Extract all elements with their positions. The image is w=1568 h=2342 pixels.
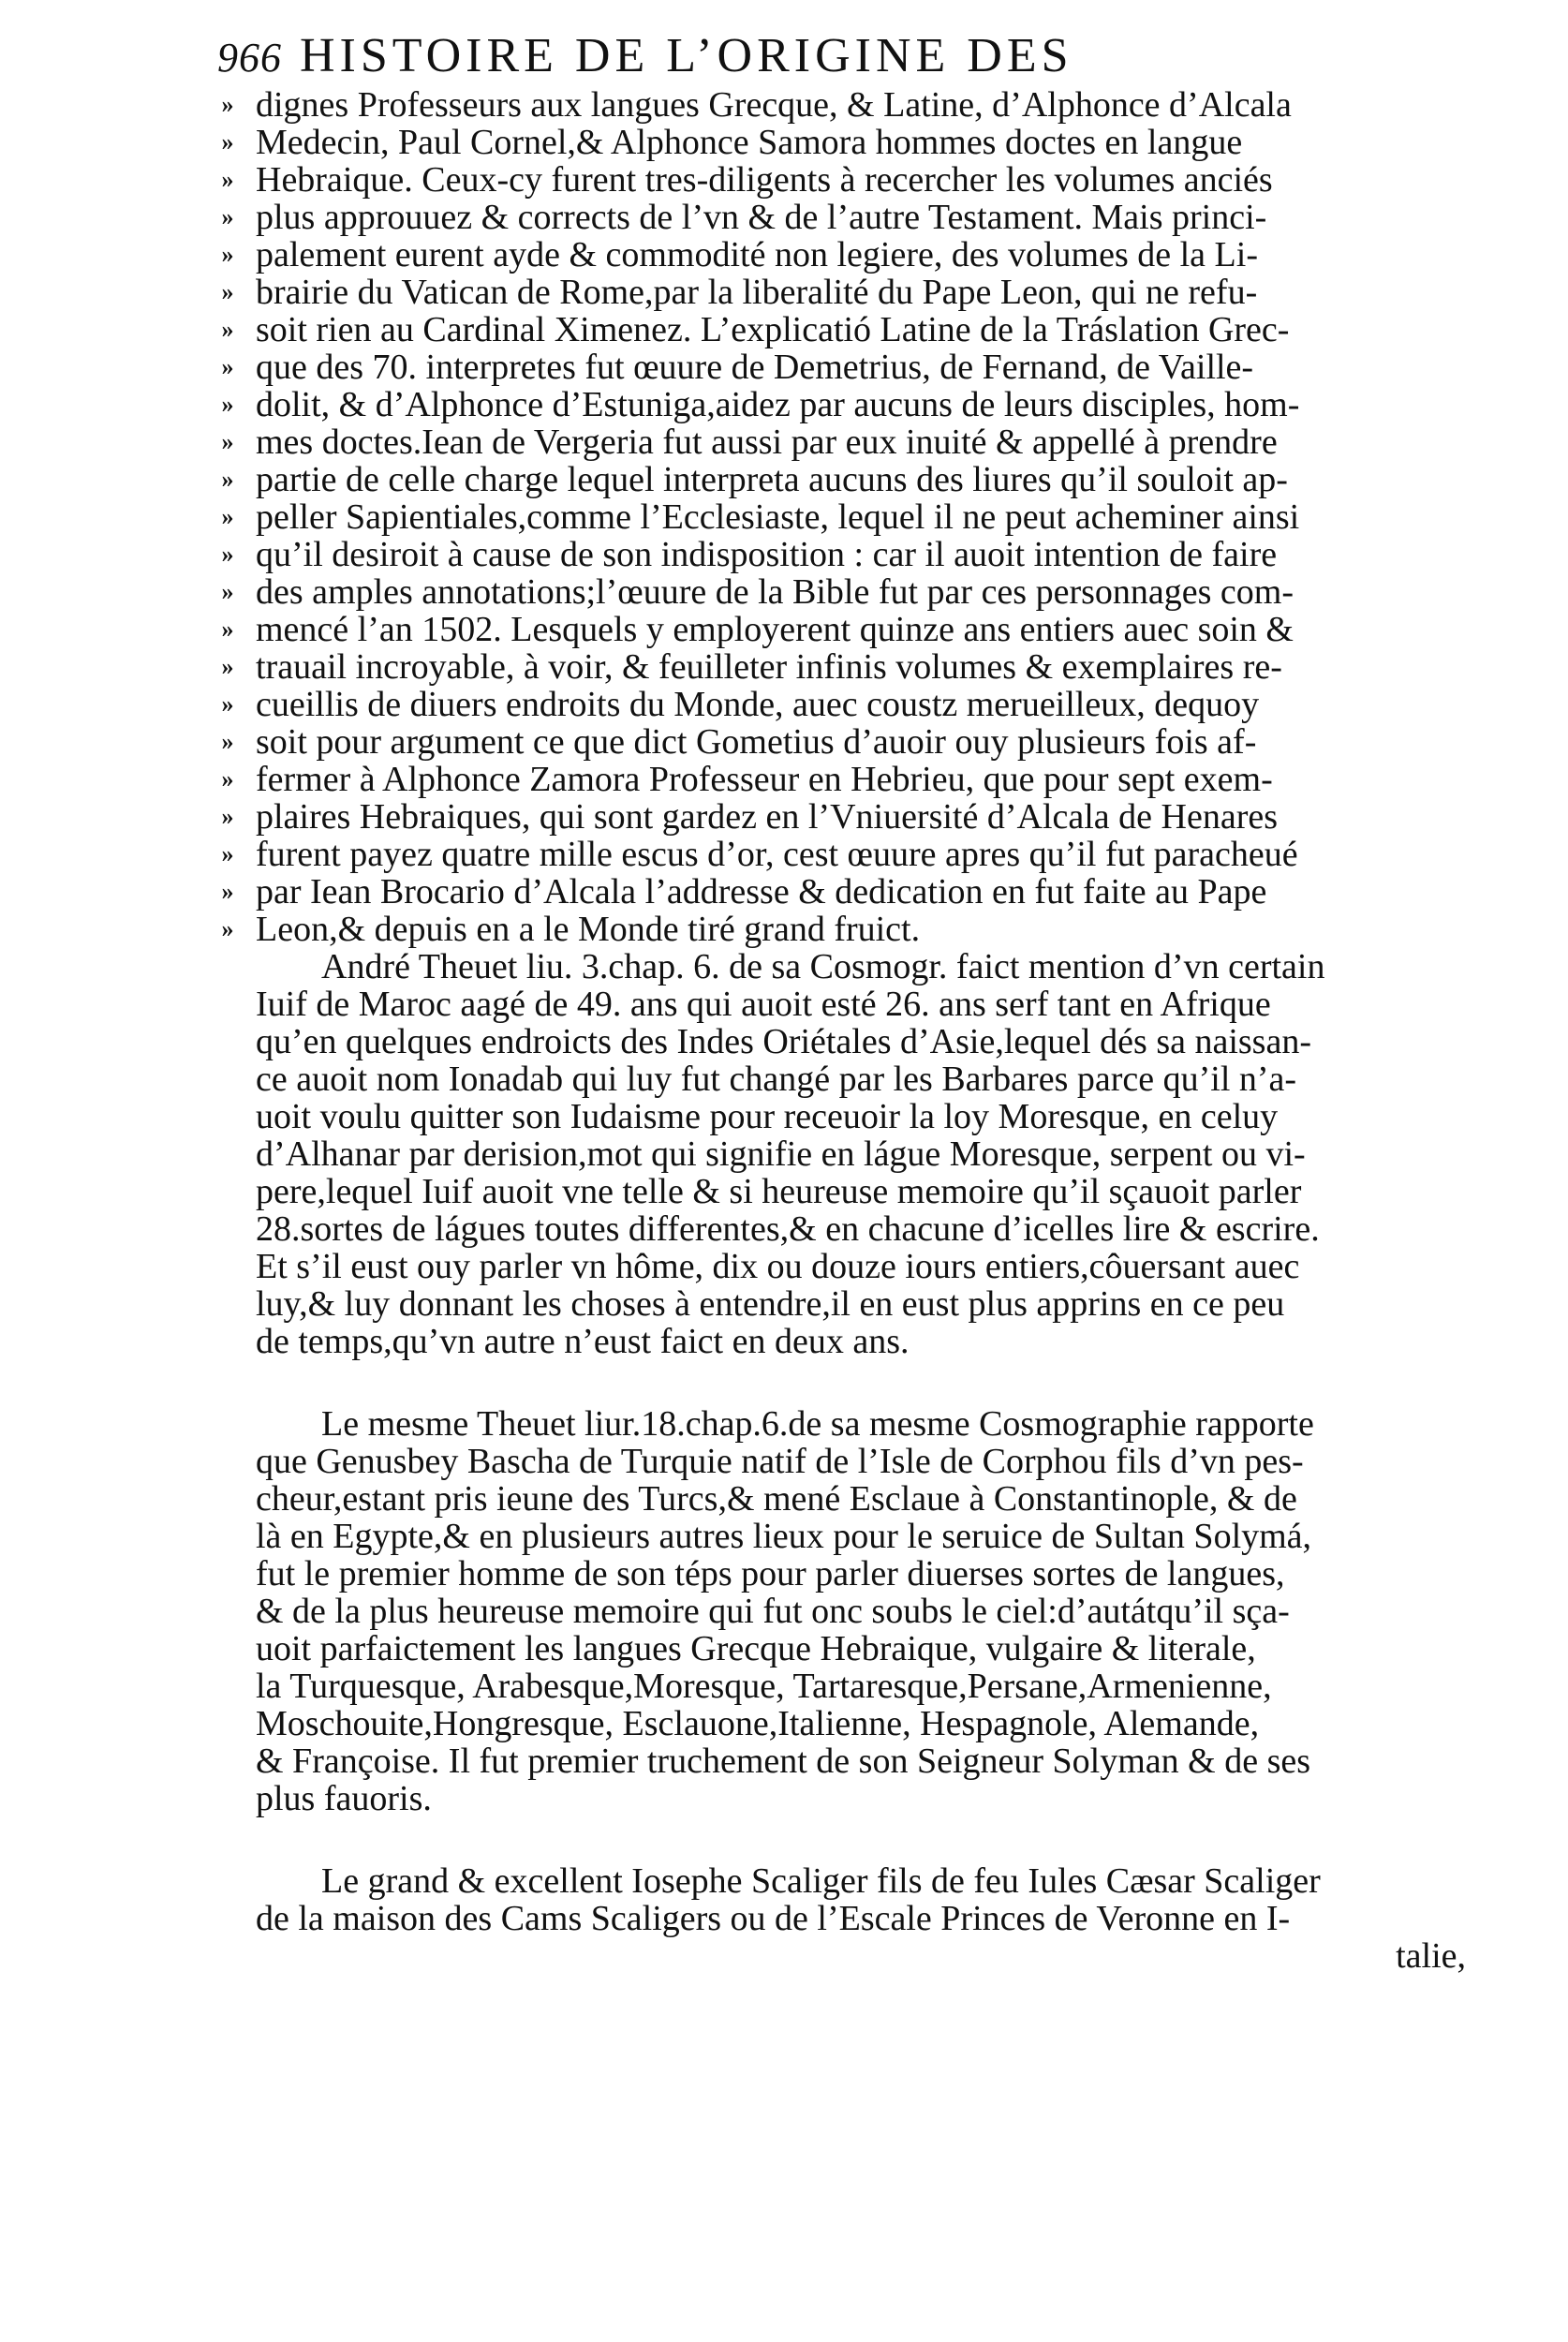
text-line bbox=[211, 236, 1475, 274]
line-text: dolit, & d’Alphonce d’Estuniga,aidez par aucuns de leurs disciples, hom- bbox=[256, 386, 1300, 423]
line-text: Le grand & excellent Iosephe Scaliger fils de feu Iules Cæsar Scaliger bbox=[321, 1862, 1321, 1900]
line-text: & de la plus heureuse memoire qui fut onc soubs le ciel:d’autátqu’il sça- bbox=[256, 1593, 1290, 1630]
page-body bbox=[211, 86, 1475, 2297]
line-text: qu’en quelques endroicts des Indes Oriétales d’Asie,lequel dés sa naissan- bbox=[256, 1023, 1311, 1060]
text-line bbox=[211, 1780, 1475, 1817]
line-text: Iuif de Maroc aagé de 49. ans qui auoit esté 26. ans serf tant en Afrique bbox=[256, 986, 1271, 1023]
line-text: brairie du Vatican de Rome,par la liberalité du Pape Leon, qui ne refu- bbox=[256, 274, 1258, 311]
text-line bbox=[211, 723, 1475, 761]
line-text: peller Sapientiales,comme l’Ecclesiaste, lequel il ne peut acheminer ainsi bbox=[256, 498, 1300, 536]
text-line bbox=[211, 1518, 1475, 1555]
quotation-mark: » bbox=[221, 428, 234, 455]
line-text: la Turquesque, Arabesque,Moresque, Tartaresque,Persane,Armenienne, bbox=[256, 1668, 1272, 1705]
line-text: fermer à Alphonce Zamora Professeur en Hebrieu, que pour sept exem- bbox=[256, 761, 1273, 798]
line-text: que des 70. interpretes fut œuure de Demetrius, de Fernand, de Vaille- bbox=[256, 348, 1254, 386]
text-line bbox=[211, 1023, 1475, 1060]
quotation-mark: » bbox=[221, 541, 234, 568]
text-line bbox=[211, 798, 1475, 836]
line-text: Medecin, Paul Cornel,& Alphonce Samora hommes doctes en langue bbox=[256, 124, 1243, 161]
line-text: de temps,qu’vn autre n’eust faict en deux ans. bbox=[256, 1323, 910, 1360]
line-text: uoit parfaictement les langues Grecque Hebraique, vulgaire & literale, bbox=[256, 1630, 1256, 1668]
text-line bbox=[211, 1060, 1475, 1098]
line-text: dignes Professeurs aux langues Grecque, & Latine, d’Alphonce d’Alcala bbox=[256, 86, 1292, 124]
line-text: fut le premier homme de son téps pour parler diuerses sortes de langues, bbox=[256, 1555, 1285, 1593]
catchword: talie, bbox=[1396, 1937, 1466, 1975]
line-text: Le mesme Theuet liur.18.chap.6.de sa mesme Cosmographie rapporte bbox=[321, 1405, 1314, 1443]
line-text: mes doctes.Iean de Vergeria fut aussi par eux inuité & appellé à prendre bbox=[256, 423, 1278, 461]
quotation-mark: » bbox=[221, 203, 234, 230]
quoted-passage bbox=[211, 86, 1475, 948]
text-line bbox=[211, 1742, 1475, 1780]
text-line bbox=[211, 611, 1475, 648]
text-line bbox=[211, 1705, 1475, 1742]
text-line bbox=[211, 124, 1475, 161]
quotation-mark: » bbox=[221, 466, 234, 493]
quotation-mark: » bbox=[221, 278, 234, 305]
quotation-mark: » bbox=[221, 391, 234, 418]
text-line bbox=[211, 386, 1475, 423]
quotation-mark: » bbox=[221, 316, 234, 343]
line-text: qu’il desiroit à cause de son indisposition : car il auoit intention de faire bbox=[256, 536, 1278, 573]
line-text: plus approuuez & corrects de l’vn & de l’autre Testament. Mais princi- bbox=[256, 199, 1267, 236]
quotation-mark: » bbox=[221, 578, 234, 605]
text-line bbox=[211, 498, 1475, 536]
text-line bbox=[211, 948, 1475, 986]
text-line bbox=[211, 1173, 1475, 1210]
line-text: pere,lequel Iuif auoit vne telle & si heureuse memoire qu’il sçauoit parler bbox=[256, 1173, 1302, 1210]
line-text: 28.sortes de lágues toutes differentes,& en chacune d’icelles lire & escrire. bbox=[256, 1210, 1320, 1248]
quotation-mark: » bbox=[221, 690, 234, 718]
text-line bbox=[211, 648, 1475, 686]
quotation-mark: » bbox=[221, 728, 234, 755]
text-line bbox=[211, 911, 1475, 948]
text-line bbox=[211, 1323, 1475, 1360]
line-text: palement eurent ayde & commodité non legiere, des volumes de la Li- bbox=[256, 236, 1258, 274]
quotation-mark: » bbox=[221, 91, 234, 118]
text-line bbox=[211, 1443, 1475, 1480]
text-line bbox=[211, 761, 1475, 798]
line-text: des amples annotations;l’œuure de la Bible fut par ces personnages com- bbox=[256, 573, 1294, 611]
page-number: 966 bbox=[217, 35, 282, 81]
text-line bbox=[211, 1900, 1475, 1937]
line-text: partie de celle charge lequel interpreta aucuns des liures qu’il souloit ap- bbox=[256, 461, 1288, 498]
paragraph-gap bbox=[211, 1360, 1475, 1405]
text-line bbox=[211, 1668, 1475, 1705]
text-line bbox=[211, 423, 1475, 461]
line-text: plus fauoris. bbox=[256, 1780, 432, 1817]
line-text: de la maison des Cams Scaligers ou de l’Escale Princes de Veronne en I- bbox=[256, 1900, 1291, 1937]
text-line bbox=[211, 1480, 1475, 1518]
quotation-mark: » bbox=[221, 353, 234, 380]
line-text: luy,& luy donnant les choses à entendre,il en eust plus apprins en ce peu bbox=[256, 1285, 1285, 1323]
line-text: d’Alhanar par derision,mot qui signifie en lágue Moresque, serpent ou vi- bbox=[256, 1135, 1306, 1173]
line-text: par Iean Brocario d’Alcala l’addresse & dedication en fut faite au Pape bbox=[256, 873, 1267, 911]
running-title: HISTOIRE DE L’ORIGINE DES bbox=[300, 29, 1073, 82]
quotation-mark: » bbox=[221, 803, 234, 830]
quotation-mark: » bbox=[221, 241, 234, 268]
line-text: soit pour argument ce que dict Gometius d’auoir ouy plusieurs fois af- bbox=[256, 723, 1257, 761]
text-line bbox=[211, 161, 1475, 199]
quotation-mark: » bbox=[221, 765, 234, 793]
text-line bbox=[211, 873, 1475, 911]
text-line bbox=[211, 348, 1475, 386]
quotation-mark: » bbox=[221, 915, 234, 942]
text-line bbox=[211, 686, 1475, 723]
text-line bbox=[211, 311, 1475, 348]
line-text: soit rien au Cardinal Ximenez. L’explicatió Latine de la Tráslation Grec- bbox=[256, 311, 1290, 348]
text-line bbox=[211, 536, 1475, 573]
line-text: uoit voulu quitter son Iudaisme pour receuoir la loy Moresque, en celuy bbox=[256, 1098, 1279, 1135]
text-line bbox=[211, 1405, 1475, 1443]
text-line bbox=[211, 1135, 1475, 1173]
quotation-mark: » bbox=[221, 840, 234, 867]
line-text: que Genusbey Bascha de Turquie natif de l’Isle de Corphou fils d’vn pes- bbox=[256, 1443, 1304, 1480]
line-text: Hebraique. Ceux-cy furent tres-diligents à recercher les volumes anciés bbox=[256, 161, 1273, 199]
line-text: plaires Hebraiques, qui sont gardez en l’Vniuersité d’Alcala de Henares bbox=[256, 798, 1279, 836]
paragraph-genusbey bbox=[211, 1405, 1475, 1817]
line-text: furent payez quatre mille escus d’or, cest œuure apres qu’il fut paracheué bbox=[256, 836, 1298, 873]
line-text: & Françoise. Il fut premier truchement de son Seigneur Solyman & de ses bbox=[256, 1742, 1311, 1780]
quotation-mark: » bbox=[221, 653, 234, 680]
text-line bbox=[211, 836, 1475, 873]
line-text: Moschouite,Hongresque, Esclauone,Italienne, Hespagnole, Alemande, bbox=[256, 1705, 1260, 1742]
text-line bbox=[211, 573, 1475, 611]
text-line bbox=[211, 199, 1475, 236]
text-line bbox=[211, 1555, 1475, 1593]
paragraph-scaliger bbox=[211, 1862, 1475, 1937]
line-text: André Theuet liu. 3.chap. 6. de sa Cosmogr. faict mention d’vn certain bbox=[321, 948, 1325, 986]
text-line bbox=[211, 274, 1475, 311]
line-text: cheur,estant pris ieune des Turcs,& mené Esclaue à Constantinople, & de bbox=[256, 1480, 1297, 1518]
line-text: Et s’il eust ouy parler vn hôme, dix ou douze iours entiers,côuersant auec bbox=[256, 1248, 1300, 1285]
page-header bbox=[217, 28, 1463, 86]
line-text: trauail incroyable, à voir, & feuilleter infinis volumes & exemplaires re- bbox=[256, 648, 1282, 686]
line-text: Leon,& depuis en a le Monde tiré grand fruict. bbox=[256, 911, 921, 948]
text-line bbox=[211, 461, 1475, 498]
quotation-mark: » bbox=[221, 615, 234, 643]
line-text: ce auoit nom Ionadab qui luy fut changé par les Barbares parce qu’il n’a- bbox=[256, 1060, 1297, 1098]
quotation-mark: » bbox=[221, 166, 234, 193]
paragraph-thevet bbox=[211, 948, 1475, 1360]
text-line bbox=[211, 1098, 1475, 1135]
line-text: mencé l’an 1502. Lesquels y employerent quinze ans entiers auec soin & bbox=[256, 611, 1294, 648]
text-line bbox=[211, 1630, 1475, 1668]
text-line bbox=[211, 1248, 1475, 1285]
quotation-mark: » bbox=[221, 503, 234, 530]
line-text: là en Egypte,& en plusieurs autres lieux pour le seruice de Sultan Solymá, bbox=[256, 1518, 1312, 1555]
text-line bbox=[211, 1862, 1475, 1900]
text-line bbox=[211, 86, 1475, 124]
quotation-mark: » bbox=[221, 878, 234, 905]
quotation-mark: » bbox=[221, 128, 234, 156]
text-line bbox=[211, 986, 1475, 1023]
paragraph-gap bbox=[211, 1817, 1475, 1862]
line-text: cueillis de diuers endroits du Monde, auec coustz merueilleux, dequoy bbox=[256, 686, 1260, 723]
text-line bbox=[211, 1593, 1475, 1630]
text-line bbox=[211, 1210, 1475, 1248]
text-line bbox=[211, 1285, 1475, 1323]
